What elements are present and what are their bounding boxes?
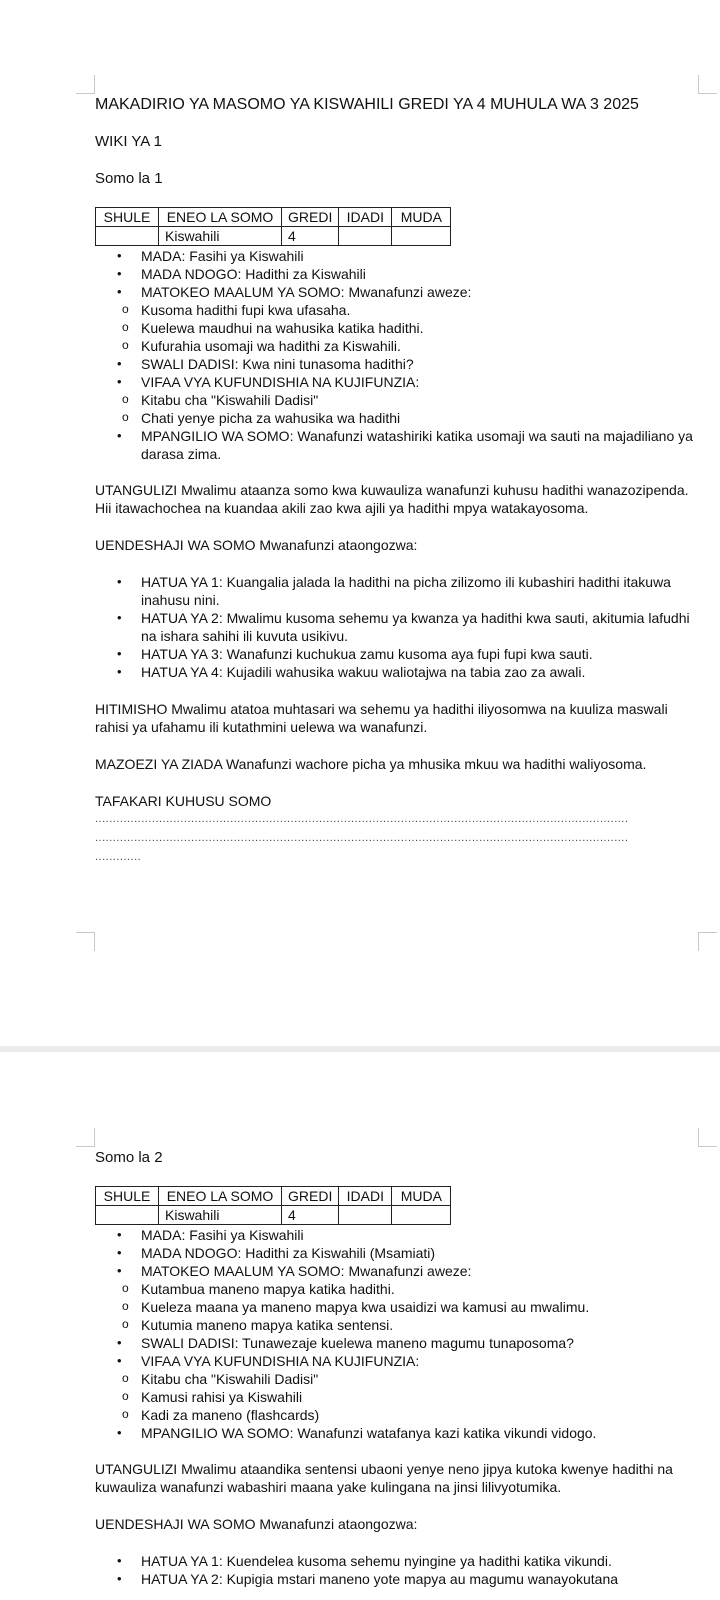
list-item bbox=[95, 427, 695, 463]
item-text: Mwanafunzi aweze: bbox=[344, 1263, 472, 1279]
item-label: VIFAA VYA KUFUNDISHIA NA KUJIFUNZIA: bbox=[141, 374, 420, 390]
item-text: Wanafunzi watashiriki katika usomaji wa sauti na majadiliano ya darasa zima. bbox=[141, 428, 693, 462]
list-item bbox=[95, 1226, 695, 1244]
item-label: SWALI DADISI: bbox=[141, 356, 239, 372]
step-text: Mwalimu kusoma sehemu ya kwanza ya hadithi kwa sauti, akitumia lafudhi na ishara sahihi ili kuvuta usikivu. bbox=[141, 610, 690, 644]
lesson-details-list bbox=[95, 1226, 695, 1442]
step-text: Kuangalia jalada la hadithi na picha zilizomo ili kubashiri hadithi itakuwa inahusu nini. bbox=[141, 574, 671, 608]
paragraph-label: HITIMISHO bbox=[95, 701, 168, 717]
lesson-info-table bbox=[95, 207, 451, 246]
item-label: SWALI DADISI: bbox=[141, 1335, 239, 1351]
item-text: Tunawezaje kuelewa maneno magumu tunaposoma? bbox=[238, 1335, 574, 1351]
item-text: Hadithi za Kiswahili bbox=[241, 266, 366, 282]
item-label: MADA: bbox=[141, 248, 186, 264]
sub-list-item: o Kitabu cha "Kiswahili Dadisi" bbox=[95, 1370, 695, 1388]
item-label: MADA NDOGO: bbox=[141, 1245, 242, 1261]
item-text: Fasihi ya Kiswahili bbox=[185, 1227, 304, 1243]
table-header: ENEO LA SOMO bbox=[159, 1187, 282, 1206]
crop-mark bbox=[698, 1128, 717, 1147]
item-label: MPANGILIO WA SOMO: bbox=[141, 1425, 294, 1441]
step-label: HATUA YA 4: bbox=[141, 664, 223, 680]
sub-list-item: o Kutumia maneno mapya katika sentensi. bbox=[95, 1316, 695, 1334]
crop-mark bbox=[76, 932, 95, 951]
steps-list bbox=[95, 1552, 695, 1588]
table-cell bbox=[96, 1206, 159, 1225]
lesson-title: Somo la 1 bbox=[95, 170, 163, 187]
lesson-title: Somo la 2 bbox=[95, 1149, 163, 1166]
list-item bbox=[95, 247, 695, 265]
step-label: HATUA YA 3: bbox=[141, 646, 223, 662]
sub-list-item: o Kutambua maneno mapya katika hadithi. bbox=[95, 1280, 695, 1298]
paragraph-text: Mwalimu ataandika sentensi ubaoni yenye neno jipya kutoka kwenye hadithi na kuwauliza wanafunzi wabashiri maana yake kulingana na jinsi lilivyotumika. bbox=[95, 1461, 673, 1495]
paragraph-text: Mwanafunzi ataongozwa: bbox=[255, 537, 418, 553]
reflection-line-short: ............. bbox=[95, 851, 142, 863]
crop-mark bbox=[698, 75, 717, 94]
step-item bbox=[95, 645, 695, 663]
item-text: Mwanafunzi aweze: bbox=[344, 284, 472, 300]
list-item bbox=[95, 1334, 695, 1352]
sub-list-item: o Kitabu cha "Kiswahili Dadisi" bbox=[95, 391, 695, 409]
step-label: HATUA YA 1: bbox=[141, 574, 223, 590]
step-item bbox=[95, 1552, 695, 1570]
table-cell: Kiswahili bbox=[159, 1206, 282, 1225]
reflection-line: ...................................................................................................................................................... bbox=[95, 813, 629, 825]
table-cell: 4 bbox=[282, 227, 339, 246]
item-text: Fasihi ya Kiswahili bbox=[185, 248, 304, 264]
hitimisho-paragraph bbox=[95, 700, 695, 736]
step-text: Kuendelea kusoma sehemu nyingine ya hadithi katika vikundi. bbox=[222, 1553, 612, 1569]
sub-list-item: o Kadi za maneno (flashcards) bbox=[95, 1406, 695, 1424]
item-text: Wanafunzi watafanya kazi katika vikundi vidogo. bbox=[293, 1425, 597, 1441]
step-text: Kupigia mstari maneno yote mapya au magumu wanayokutana bbox=[222, 1571, 619, 1587]
item-label: MADA: bbox=[141, 1227, 186, 1243]
item-label: MATOKEO MAALUM YA SOMO: bbox=[141, 1263, 345, 1279]
step-label: HATUA YA 2: bbox=[141, 610, 223, 626]
step-text: Kujadili wahusika wakuu waliotajwa na tabia zao za awali. bbox=[222, 664, 586, 680]
table-header: SHULE bbox=[96, 208, 159, 227]
paragraph-text: Mwalimu atatoa muhtasari wa sehemu ya hadithi iliyosomwa na kuuliza maswali rahisi ya ufahamu ili kutathmini uelewa wa wanafunzi. bbox=[95, 701, 668, 735]
step-label: HATUA YA 2: bbox=[141, 1571, 223, 1587]
crop-mark bbox=[76, 1128, 95, 1147]
table-header: ENEO LA SOMO bbox=[159, 208, 282, 227]
sub-list-item: o Chati yenye picha za wahusika wa hadithi bbox=[95, 409, 695, 427]
paragraph-label: UTANGULIZI bbox=[95, 482, 178, 498]
sub-list-item: o Kuelewa maudhui na wahusika katika hadithi. bbox=[95, 319, 695, 337]
item-text: Kwa nini tunasoma hadithi? bbox=[238, 356, 414, 372]
step-item bbox=[95, 663, 695, 681]
document-title: MAKADIRIO YA MASOMO YA KISWAHILI GREDI YA 4 MUHULA WA 3 2025 bbox=[95, 96, 639, 113]
paragraph-text: Wanafunzi wachore picha ya mhusika mkuu wa hadithi waliyosoma. bbox=[222, 756, 647, 772]
crop-mark bbox=[76, 75, 95, 94]
item-label: MATOKEO MAALUM YA SOMO: bbox=[141, 284, 345, 300]
list-item bbox=[95, 1262, 695, 1334]
week-label: WIKI YA 1 bbox=[95, 133, 162, 150]
table-header: MUDA bbox=[392, 208, 451, 227]
paragraph-text: Mwanafunzi ataongozwa: bbox=[255, 1516, 418, 1532]
table-header: IDADI bbox=[339, 1187, 392, 1206]
table-header: GREDI bbox=[282, 208, 339, 227]
item-label: VIFAA VYA KUFUNDISHIA NA KUJIFUNZIA: bbox=[141, 1353, 420, 1369]
table-header: MUDA bbox=[392, 1187, 451, 1206]
table-cell bbox=[339, 1206, 392, 1225]
table-cell bbox=[96, 227, 159, 246]
paragraph-label: UENDESHAJI WA SOMO bbox=[95, 537, 256, 553]
list-item bbox=[95, 355, 695, 373]
table-header: SHULE bbox=[96, 1187, 159, 1206]
paragraph-label: UTANGULIZI bbox=[95, 1461, 178, 1477]
step-label: HATUA YA 1: bbox=[141, 1553, 223, 1569]
table-header: GREDI bbox=[282, 1187, 339, 1206]
document-page-2 bbox=[0, 1052, 720, 1600]
table-header: IDADI bbox=[339, 208, 392, 227]
table-cell bbox=[392, 1206, 451, 1225]
lesson-info-table bbox=[95, 1186, 451, 1225]
item-label: MADA NDOGO: bbox=[141, 266, 242, 282]
sub-list-item: o Kufurahia usomaji wa hadithi za Kiswahili. bbox=[95, 337, 695, 355]
sub-list-item: o Kusoma hadithi fupi kwa ufasaha. bbox=[95, 301, 695, 319]
paragraph-label: MAZOEZI YA ZIADA bbox=[95, 756, 223, 772]
item-text: Hadithi za Kiswahili (Msamiati) bbox=[241, 1245, 436, 1261]
sub-list-item: o Kueleza maana ya maneno mapya kwa usaidizi wa kamusi au mwalimu. bbox=[95, 1298, 695, 1316]
utangulizi-paragraph bbox=[95, 481, 695, 517]
crop-mark bbox=[698, 932, 717, 951]
mazoezi-paragraph bbox=[95, 755, 695, 773]
tafakari-heading: TAFAKARI KUHUSU SOMO bbox=[95, 793, 272, 809]
list-item bbox=[95, 1424, 695, 1442]
table-cell bbox=[392, 227, 451, 246]
list-item bbox=[95, 373, 695, 427]
table-cell: 4 bbox=[282, 1206, 339, 1225]
table-cell: Kiswahili bbox=[159, 227, 282, 246]
list-item bbox=[95, 1352, 695, 1424]
step-item bbox=[95, 1570, 695, 1588]
uendeshaji-paragraph bbox=[95, 536, 695, 554]
step-item bbox=[95, 609, 695, 645]
paragraph-label: UENDESHAJI WA SOMO bbox=[95, 1516, 256, 1532]
lesson-details-list bbox=[95, 247, 695, 463]
table-cell bbox=[339, 227, 392, 246]
item-label: MPANGILIO WA SOMO: bbox=[141, 428, 294, 444]
utangulizi-paragraph bbox=[95, 1460, 695, 1496]
list-item bbox=[95, 265, 695, 283]
sub-list-item: o Kamusi rahisi ya Kiswahili bbox=[95, 1388, 695, 1406]
paragraph-text: Mwalimu ataanza somo kwa kuwauliza wanafunzi kuhusu hadithi wanazozipenda. Hii itawachochea na kuandaa akili zao kwa ajili ya hadithi mpya watakayosoma. bbox=[95, 482, 689, 516]
uendeshaji-paragraph bbox=[95, 1515, 695, 1533]
list-item bbox=[95, 1244, 695, 1262]
list-item bbox=[95, 283, 695, 355]
step-text: Wanafunzi kuchukua zamu kusoma aya fupi fupi kwa sauti. bbox=[222, 646, 593, 662]
reflection-line: ...................................................................................................................................................... bbox=[95, 832, 629, 844]
steps-list bbox=[95, 573, 695, 681]
step-item bbox=[95, 573, 695, 609]
